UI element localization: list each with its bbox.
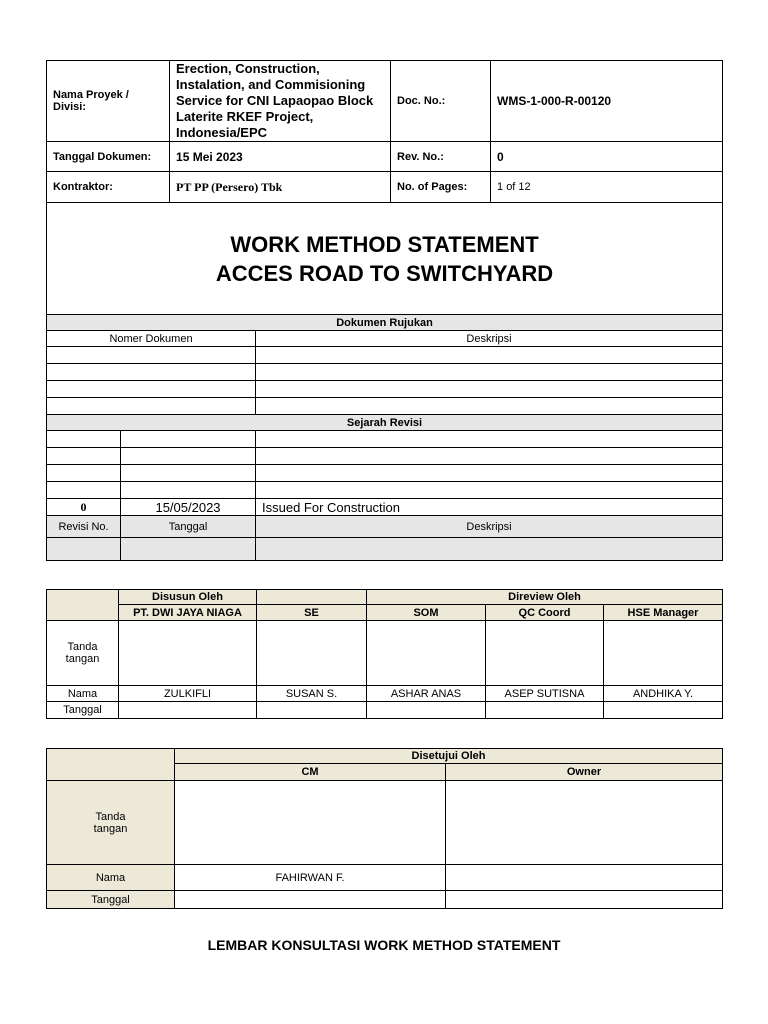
review-col-1: PT. DWI JAYA NIAGA xyxy=(119,605,257,621)
approved-by-heading: Disetujui Oleh xyxy=(175,749,723,764)
doc-no-value: WMS-1-000-R-00120 xyxy=(491,61,723,142)
table-row xyxy=(47,538,723,561)
references-heading: Dokumen Rujukan xyxy=(47,315,723,331)
revision-entry-desc: Issued For Construction xyxy=(256,499,723,516)
approval-date-label: Tanggal xyxy=(47,891,175,909)
contractor-label: Kontraktor: xyxy=(47,172,170,203)
revisions-col-rev: Revisi No. xyxy=(47,516,121,538)
references-col-doc-no: Nomer Dokumen xyxy=(47,331,256,347)
table-row xyxy=(47,381,723,398)
pages-label: No. of Pages: xyxy=(391,172,491,203)
table-row xyxy=(47,347,723,364)
approval-name-owner xyxy=(446,865,723,891)
revision-entry-no: 0 xyxy=(47,499,121,516)
revisions-col-desc: Deskripsi xyxy=(256,516,723,538)
table-row xyxy=(47,398,723,415)
signature-box xyxy=(604,621,723,686)
approval-col-owner: Owner xyxy=(446,764,723,781)
review-name-2: SUSAN S. xyxy=(257,686,367,702)
table-row xyxy=(47,448,723,465)
rev-label: Rev. No.: xyxy=(391,142,491,172)
table-row xyxy=(47,499,723,516)
table-row xyxy=(47,465,723,482)
review-signature-table xyxy=(46,589,723,719)
review-col-5: HSE Manager xyxy=(604,605,723,621)
title-line-1: WORK METHOD STATEMENT xyxy=(230,231,539,257)
review-col-2: SE xyxy=(257,605,367,621)
prepared-by-heading: Disusun Oleh xyxy=(119,590,257,605)
approval-name-label: Nama xyxy=(47,865,175,891)
review-name-1: ZULKIFLI xyxy=(119,686,257,702)
revision-entry-date: 15/05/2023 xyxy=(121,499,256,516)
contractor-value: PT PP (Persero) Tbk xyxy=(170,172,391,203)
signature-box xyxy=(175,781,446,865)
approval-signature-label: Tanda tangan xyxy=(47,781,175,865)
date-label: Tanggal Dokumen: xyxy=(47,142,170,172)
document-header-table xyxy=(46,60,723,561)
reviewed-by-heading: Direview Oleh xyxy=(367,590,723,605)
revisions-col-date: Tanggal xyxy=(121,516,256,538)
doc-no-label: Doc. No.: xyxy=(391,61,491,142)
document-title xyxy=(47,203,723,315)
review-name-5: ANDHIKA Y. xyxy=(604,686,723,702)
signature-box xyxy=(446,781,723,865)
references-col-desc: Deskripsi xyxy=(256,331,723,347)
review-name-3: ASHAR ANAS xyxy=(367,686,486,702)
signature-box xyxy=(486,621,604,686)
review-signature-label: Tanda tangan xyxy=(47,621,119,686)
review-col-4: QC Coord xyxy=(486,605,604,621)
revisions-heading: Sejarah Revisi xyxy=(47,415,723,431)
date-value: 15 Mei 2023 xyxy=(170,142,391,172)
rev-value: 0 xyxy=(491,142,723,172)
table-row xyxy=(47,431,723,448)
project-label: Nama Proyek / Divisi: xyxy=(47,61,170,142)
review-date-label: Tanggal xyxy=(47,702,119,719)
table-row xyxy=(47,364,723,381)
signature-box xyxy=(367,621,486,686)
review-name-4: ASEP SUTISNA xyxy=(486,686,604,702)
table-row xyxy=(47,482,723,499)
pages-value: 1 of 12 xyxy=(491,172,723,203)
footer-title: LEMBAR KONSULTASI WORK METHOD STATEMENT xyxy=(207,937,561,953)
approval-col-cm: CM xyxy=(175,764,446,781)
approval-name-cm: FAHIRWAN F. xyxy=(175,865,446,891)
project-value: Erection, Construction, Instalation, and Commisioning Service for CNI Lapaopao Block Laterite RKEF Project, Indonesia/EPC xyxy=(170,61,391,142)
approval-signature-table xyxy=(46,748,723,909)
title-line-2: ACCES ROAD TO SWITCHYARD xyxy=(215,260,554,286)
review-name-label: Nama xyxy=(47,686,119,702)
signature-box xyxy=(119,621,257,686)
signature-box xyxy=(257,621,367,686)
review-col-3: SOM xyxy=(367,605,486,621)
